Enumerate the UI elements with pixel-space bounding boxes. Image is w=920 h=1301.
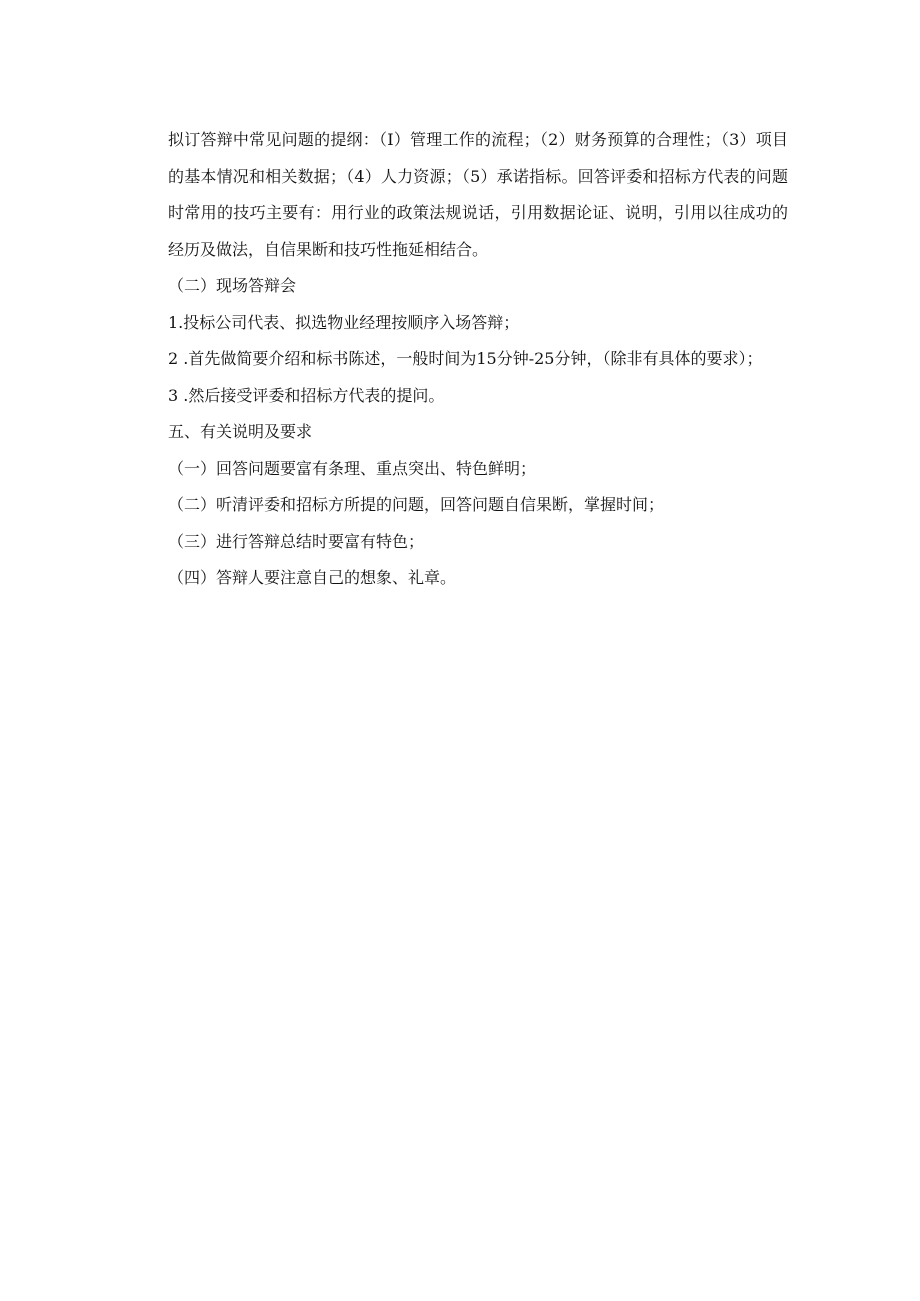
list-item-3: 3 .然后接受评委和招标方代表的提问。 [168,385,445,405]
requirement-1: （一）回答问题要富有条理、重点突出、特色鲜明； [168,458,537,478]
list-item-2: 2 .首先做简要介绍和标书陈述，一般时间为15分钟-25分钟，（除非有具体的要求）； [168,349,763,368]
heading-onsite-defense: （二）现场答辩会 [168,276,297,295]
list-item-1: 1.投标公司代表、拟选物业经理按顺序入场答辩； [168,312,520,332]
requirement-2: （二）听清评委和招标方所提的问题，回答问题自信果断，掌握时间； [168,495,665,514]
requirement-3: （三）进行答辩总结时要富有特色； [168,531,425,551]
heading-notes-requirements: 五、有关说明及要求 [168,422,313,441]
document-body [168,122,788,597]
paragraph-answer-outline: 拟订答辩中常见问题的提纲：（I）管理工作的流程；（2）财务预算的合理性；（3）项目的基本情况和相关数据；（4）人力资源；（5）承诺指标。回答评委和招标方代表的问题时常用的技巧主要有：用行业的政策法规说话，引用数据论证、说明，引用以往成功的经历及做法，自信果断和技巧性拖延相结合。 [168,130,788,259]
requirement-4: （四）答辩人要注意自己的想象、礼章。 [168,568,457,587]
